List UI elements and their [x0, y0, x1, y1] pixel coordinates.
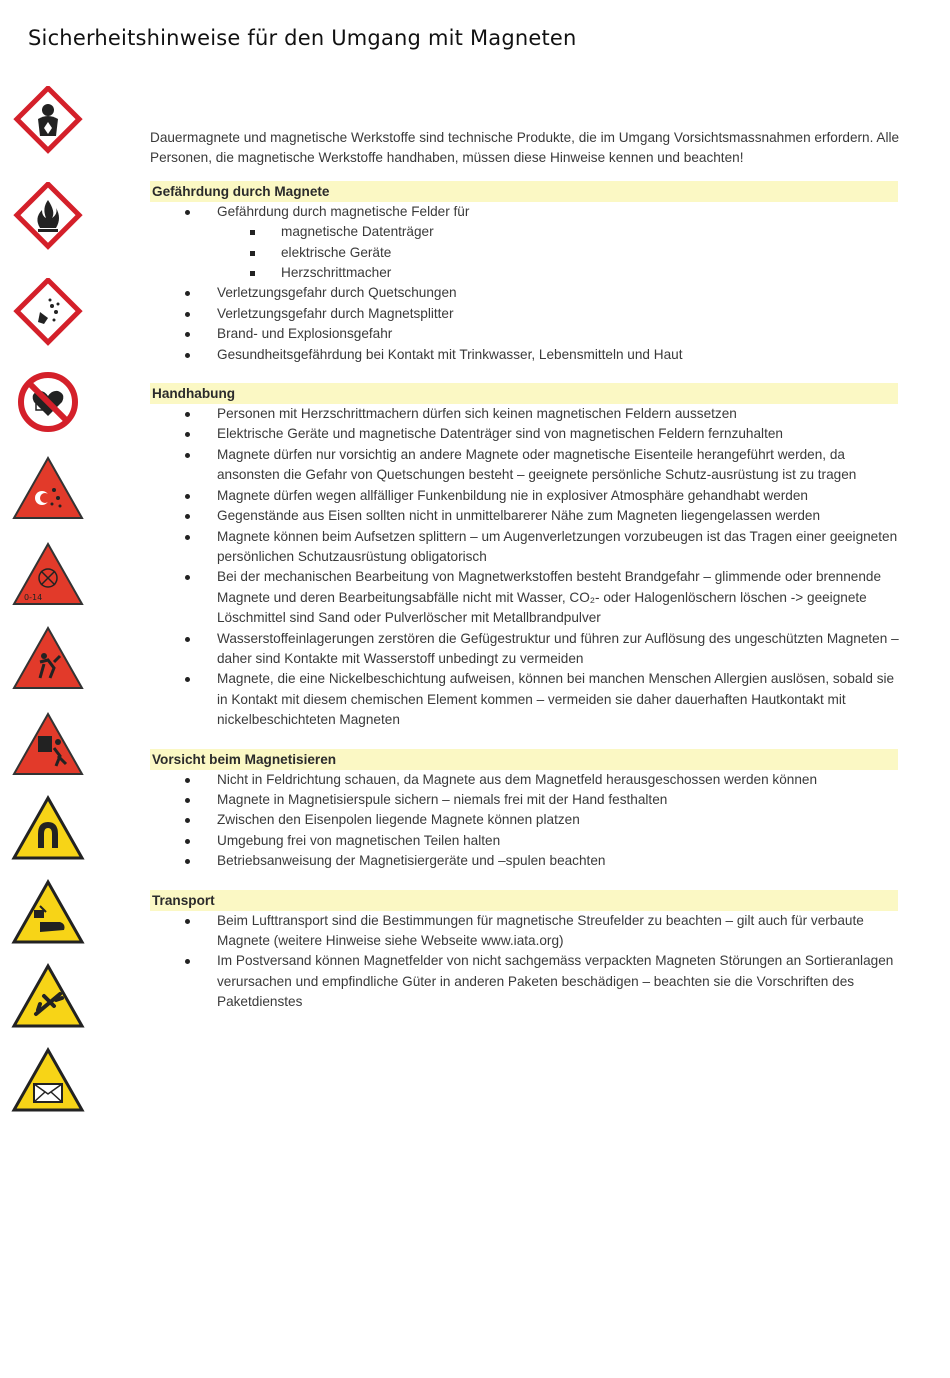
section-heading: Transport — [150, 890, 898, 911]
list-item: Magnete können beim Aufsetzen splittern – um Augenverletzungen vorzubeugen ist das Tragen einer geeigneten persönlichen Schutzausrüstung obligatorisch — [150, 527, 900, 568]
page-title: Sicherheitshinweise für den Umgang mit Magneten — [28, 26, 577, 50]
explosive-icon — [10, 278, 86, 350]
list-item: Betriebsanweisung der Magnetisiergeräte und –spulen beachten — [150, 851, 900, 871]
health-hazard-icon — [10, 86, 86, 158]
sub-list-item: Herzschrittmacher — [150, 263, 900, 283]
list-item: Beim Lufttransport sind die Bestimmungen für magnetische Streufelder zu beachten – gilt auch für verbaute Magnete (weitere Hinweise siehe Webseite www.iata.org) — [150, 911, 900, 952]
list-item: Magnete dürfen nur vorsichtig an andere Magnete oder magnetische Eisenteile herangeführt werden, da ansonsten die Gefahr von Quetschungen besteht – geeignete persönliche Schutz-ausrüstung ist zu tragen — [150, 445, 900, 486]
intro-text: Dauermagnete und magnetische Werkstoffe sind technische Produkte, die im Umgang Vorsichtsmassnahmen erfordern. Alle Personen, die magnetische Werkstoffe handhaben, müssen diese Hinweise kennen und beachten! — [150, 130, 900, 166]
list-item: Im Postversand können Magnetfelder von nicht sachgemäss verpackten Magneten Störungen an Sortieranlagen verursachen und empfindliche Güter in anderen Paketen beschädigen – beachten sie die Vorschriften des Paketdienstes — [150, 951, 900, 1012]
sub-list-item: magnetische Datenträger — [150, 222, 900, 242]
list-item: Nicht in Feldrichtung schauen, da Magnete aus dem Magnetfeld herausgeschossen werden können — [150, 770, 900, 790]
content — [150, 128, 900, 1031]
section-heading: Vorsicht beim Magnetisieren — [150, 749, 898, 770]
list-item: Umgebung frei von magnetischen Teilen halten — [150, 831, 900, 851]
list-item: Magnete in Magnetisierspule sichern – niemals frei mit der Hand festhalten — [150, 790, 900, 810]
magnetic-field-warning-icon — [10, 792, 86, 864]
list-item: Verletzungsgefahr durch Quetschungen — [150, 283, 900, 303]
list-item: Wasserstoffeinlagerungen zerstören die Gefügestruktur und führen zur Auflösung des ungeschützten Magneten – daher sind Kontakte mit Wasserstoff unbedingt zu vermeiden — [150, 629, 900, 670]
air-transport-warning-icon — [10, 960, 86, 1032]
section-magnetisieren — [150, 749, 900, 872]
list-item: Bei der mechanischen Bearbeitung von Magnetwerkstoffen besteht Brandgefahr – glimmende oder brennende Magnete und deren Bearbeitungsabfälle nicht mit Wasser, CO₂- oder Halogenlöschern löschen -> geeignete Löschmittel sind Sand oder Pulverlöscher mit Metallbrandpulver — [150, 567, 900, 628]
magnet-splinter-warning-icon — [10, 452, 86, 524]
list-item: Magnete dürfen wegen allfälliger Funkenbildung nie in explosiver Atmosphäre gehandhabt werden — [150, 486, 900, 506]
flammable-icon — [10, 182, 86, 254]
hand-crush-warning-icon — [10, 876, 86, 948]
sub-list-item: elektrische Geräte — [150, 243, 900, 263]
magnetic-field-person-warning-icon — [10, 622, 86, 694]
list-item: Brand- und Explosionsgefahr — [150, 324, 900, 344]
list-item: Gefährdung durch magnetische Felder für — [150, 202, 900, 222]
list-item: Verletzungsgefahr durch Magnetsplitter — [150, 304, 900, 324]
list-item: Elektrische Geräte und magnetische Datenträger sind von magnetischen Feldern fernzuhalten — [150, 424, 900, 444]
section-transport — [150, 890, 900, 1013]
postal-parcel-warning-icon — [10, 1044, 86, 1116]
list-item: Personen mit Herzschrittmachern dürfen sich keinen magnetischen Feldern aussetzen — [150, 404, 900, 424]
list-item: Zwischen den Eisenpolen liegende Magnete können platzen — [150, 810, 900, 830]
list-item: Magnete, die eine Nickelbeschichtung aufweisen, können bei manchen Menschen Allergien auslösen, sobald sie in Kontakt mit diesem chemischen Element kommen – vermeiden sie daher dauerhaften Hautkontakt mit nickelbeschichteten Magneten — [150, 669, 900, 730]
section-heading: Handhabung — [150, 383, 898, 404]
section-gefaehrdung — [150, 181, 900, 365]
heat-warning-label: 0-14 — [24, 593, 43, 602]
section-heading: Gefährdung durch Magnete — [150, 181, 898, 202]
list-item: Gesundheitsgefährdung bei Kontakt mit Trinkwasser, Lebensmitteln und Haut — [150, 345, 900, 365]
list-item: Gegenstände aus Eisen sollten nicht in unmittelbarerer Nähe zum Magneten liegengelassen werden — [150, 506, 900, 526]
no-pacemaker-icon — [10, 366, 86, 438]
section-handhabung — [150, 383, 900, 731]
heat-warning-icon — [10, 538, 86, 610]
crushing-hazard-warning-icon — [10, 708, 86, 780]
